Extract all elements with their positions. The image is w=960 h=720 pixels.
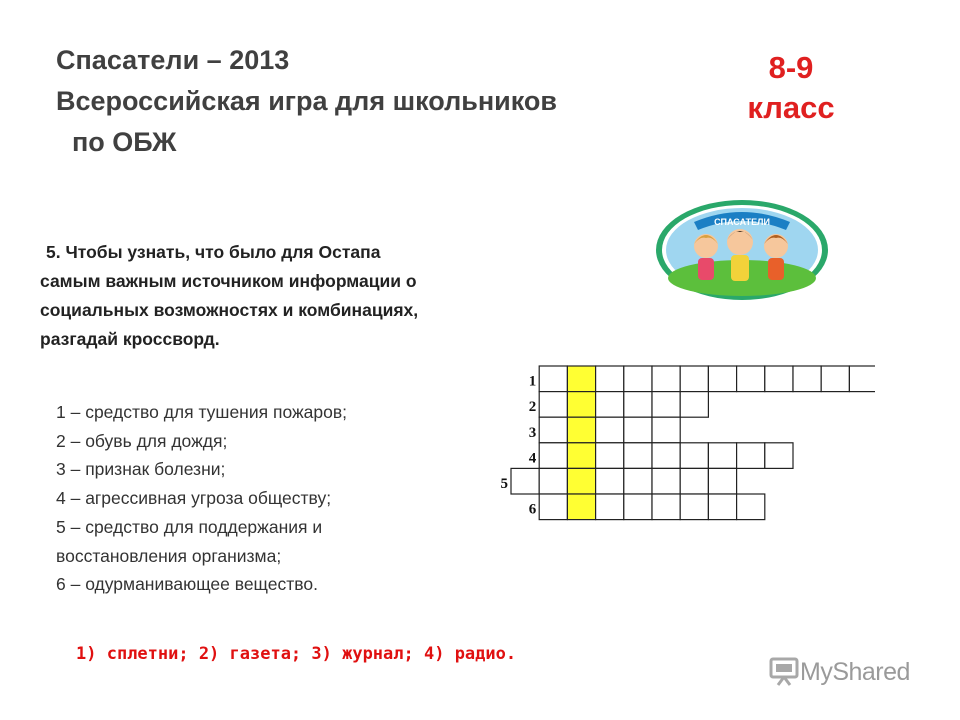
clue-6: 6 – одурманивающее вещество. xyxy=(56,574,318,595)
crossword-cell xyxy=(652,417,680,443)
question-line-3: социальных возможностях и комбинациях, xyxy=(40,300,419,320)
crossword-cell xyxy=(680,443,708,469)
title-line-3: по ОБЖ xyxy=(72,127,177,157)
clue-4: 4 – агрессивная угроза обществу; xyxy=(56,488,332,509)
crossword-cell xyxy=(596,443,624,469)
crossword-cell xyxy=(624,443,652,469)
crossword-key-cell xyxy=(567,494,595,520)
crossword-cell xyxy=(849,366,875,392)
crossword-cell xyxy=(596,494,624,520)
crossword-cell xyxy=(539,392,567,418)
crossword-cell xyxy=(624,366,652,392)
crossword-cell xyxy=(680,366,708,392)
crossword-cell xyxy=(652,468,680,494)
crossword-cell xyxy=(596,366,624,392)
crossword-cell xyxy=(680,494,708,520)
crossword-cell xyxy=(708,468,736,494)
answer-options xyxy=(76,644,516,664)
question-text xyxy=(40,238,510,354)
clue-5: 5 – средство для поддержания и xyxy=(56,516,323,537)
answer-end: . xyxy=(505,644,517,664)
crossword-cell xyxy=(539,494,567,520)
crossword-cell xyxy=(596,417,624,443)
crossword-key-cell xyxy=(567,468,595,494)
crossword-row-number: 2 xyxy=(528,399,537,416)
presentation-icon xyxy=(768,657,800,687)
title-line-1: Спасатели – 2013 xyxy=(56,45,290,75)
crossword-cell xyxy=(511,468,539,494)
title-line-2: Всероссийская игра для школьников xyxy=(56,86,557,116)
watermark xyxy=(768,657,910,687)
crossword-cell xyxy=(765,443,793,469)
grade-badge xyxy=(736,48,846,128)
logo-text: СПАСАТЕЛИ xyxy=(714,217,770,227)
crossword-cell xyxy=(652,366,680,392)
crossword-cell xyxy=(737,366,765,392)
crossword-cell xyxy=(539,468,567,494)
crossword-key-cell xyxy=(567,443,595,469)
crossword-cell xyxy=(539,417,567,443)
crossword-cell xyxy=(737,443,765,469)
grade-label: класс xyxy=(747,90,835,125)
crossword-cell xyxy=(708,494,736,520)
crossword-key-cell xyxy=(567,417,595,443)
crossword-cell xyxy=(596,392,624,418)
crossword-cell xyxy=(624,494,652,520)
answer-text: 1) сплетни; 2) газета; 3) журнал; 4) радио xyxy=(76,644,506,664)
crossword-cell xyxy=(680,468,708,494)
clue-5-continued: восстановления организма; xyxy=(56,545,282,566)
crossword-row-number: 1 xyxy=(528,373,537,390)
clue-list xyxy=(56,398,486,599)
grade-number: 8-9 xyxy=(768,50,814,85)
crossword-cell xyxy=(652,443,680,469)
page-title xyxy=(56,40,557,163)
crossword-cell xyxy=(596,468,624,494)
crossword-cell xyxy=(652,392,680,418)
crossword-cell xyxy=(765,366,793,392)
crossword-row-number: 6 xyxy=(528,501,537,518)
crossword-cell xyxy=(793,366,821,392)
question-line-4: разгадай кроссворд. xyxy=(40,329,220,349)
clue-2: 2 – обувь для дождя; xyxy=(56,430,228,451)
crossword-cell xyxy=(680,392,708,418)
crossword-cell xyxy=(539,443,567,469)
crossword-row-number: 5 xyxy=(500,476,508,492)
crossword-cell xyxy=(708,443,736,469)
crossword-row-number: 3 xyxy=(528,424,537,441)
rescuers-logo xyxy=(654,198,830,302)
question-line-1: 5. Чтобы узнать, что было для Остапа xyxy=(46,242,381,262)
watermark-text: MyShared xyxy=(800,657,910,686)
clue-3: 3 – признак болезни; xyxy=(56,459,226,480)
crossword-cell xyxy=(708,366,736,392)
crossword-cell xyxy=(652,494,680,520)
clue-1: 1 – средство для тушения пожаров; xyxy=(56,402,348,422)
crossword-cell xyxy=(624,468,652,494)
crossword-key-cell xyxy=(567,392,595,418)
crossword-row-number: 4 xyxy=(528,450,537,467)
crossword-grid xyxy=(495,362,875,524)
crossword-cell xyxy=(539,366,567,392)
crossword-cell xyxy=(624,417,652,443)
crossword-key-cell xyxy=(567,366,595,392)
crossword-cell xyxy=(624,392,652,418)
question-line-2: самым важным источником информации о xyxy=(40,271,417,291)
crossword-cell xyxy=(821,366,849,392)
crossword-cell xyxy=(737,494,765,520)
